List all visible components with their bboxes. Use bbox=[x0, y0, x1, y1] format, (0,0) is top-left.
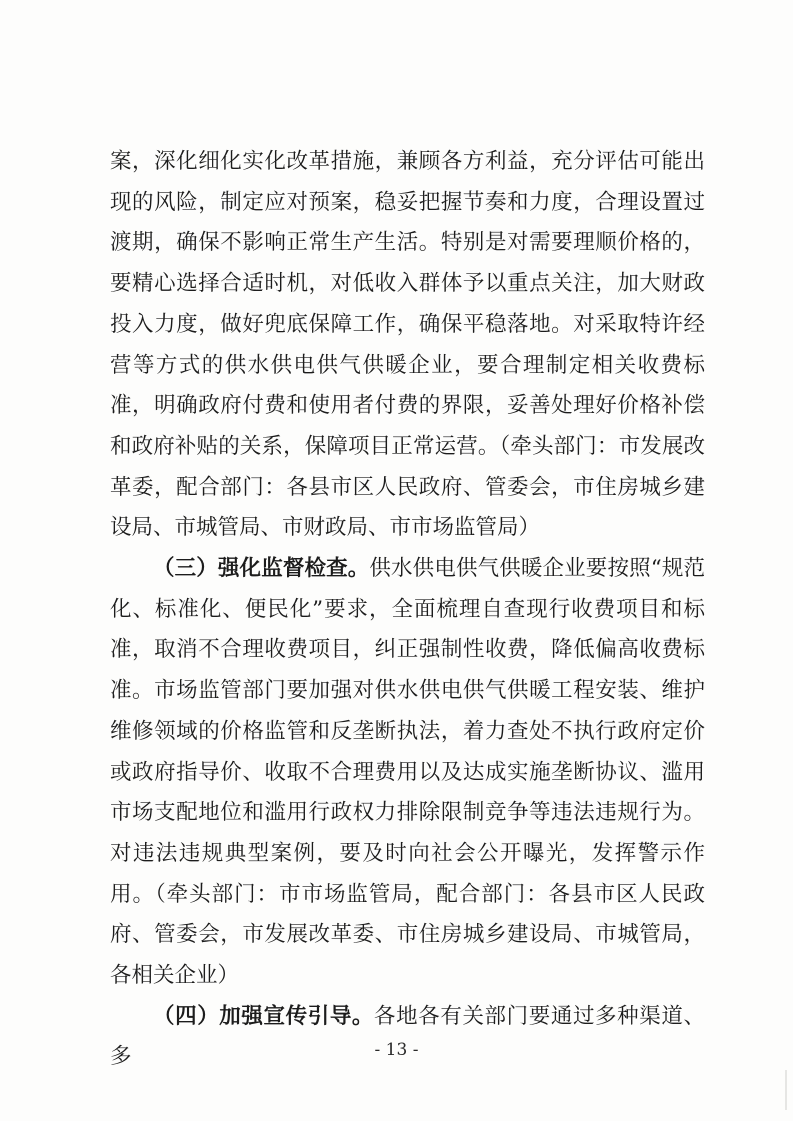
paragraph-text: 各地各有关部门要通过多种渠道、多 bbox=[110, 1003, 705, 1070]
section-heading-3: （三）强化监督检查。 bbox=[153, 556, 370, 582]
body-text bbox=[110, 142, 705, 1078]
paragraph-supervision bbox=[110, 549, 705, 997]
paragraph-continuation bbox=[110, 142, 705, 549]
paragraph-text: 案，深化细化实化改革措施，兼顾各方利益，充分评估可能出现的风险，制定应对预案，稳妥把握节奏和力度，合理设置过渡期，确保不影响正常生产生活。特别是对需要理顺价格的，要精心选择合适时机，对低收入群体予以重点关注，加大财政投入力度，做好兜底保障工作，确保平稳落地。对采取特许经营等方式的供水供电供气供暖企业，要合理制定相关收费标准，明确政府付费和使用者付费的界限，妥善处理好价格补偿和政府补贴的关系，保障项目正常运营。（牵头部门：市发展改革委，配合部门：各县市区人民政府、管委会，市住房城乡建设局、市城管局、市财政局、市市场监管局） bbox=[110, 149, 705, 541]
paragraph-publicity bbox=[110, 997, 705, 1078]
paragraph-text: 供水供电供气供暖企业要按照“规范化、标准化、便民化”要求，全面梳理自查现行收费项目和标准，取消不合理收费项目，纠正强制性收费，降低偏高收费标准。市场监管部门要加强对供水供电供气供暖工程安装、维护维修领域的价格监管和反垄断执法，着力查处不执行政府定价或政府指导价、收取不合理费用以及达成实施垄断协议、滥用市场支配地位和滥用行政权力排除限制竞争等违法违规行为。对违法违规典型案例，要及时向社会公开曝光，发挥警示作用。（牵头部门：市市场监管局，配合部门：各县市区人民政府、管委会，市发展改革委、市住房城乡建设局、市城管局，各相关企业） bbox=[110, 556, 705, 989]
page-number: - 13 - bbox=[374, 1040, 419, 1060]
section-heading-4: （四）加强宣传引导。 bbox=[153, 1003, 375, 1029]
scan-edge-mark bbox=[785, 1070, 787, 1110]
